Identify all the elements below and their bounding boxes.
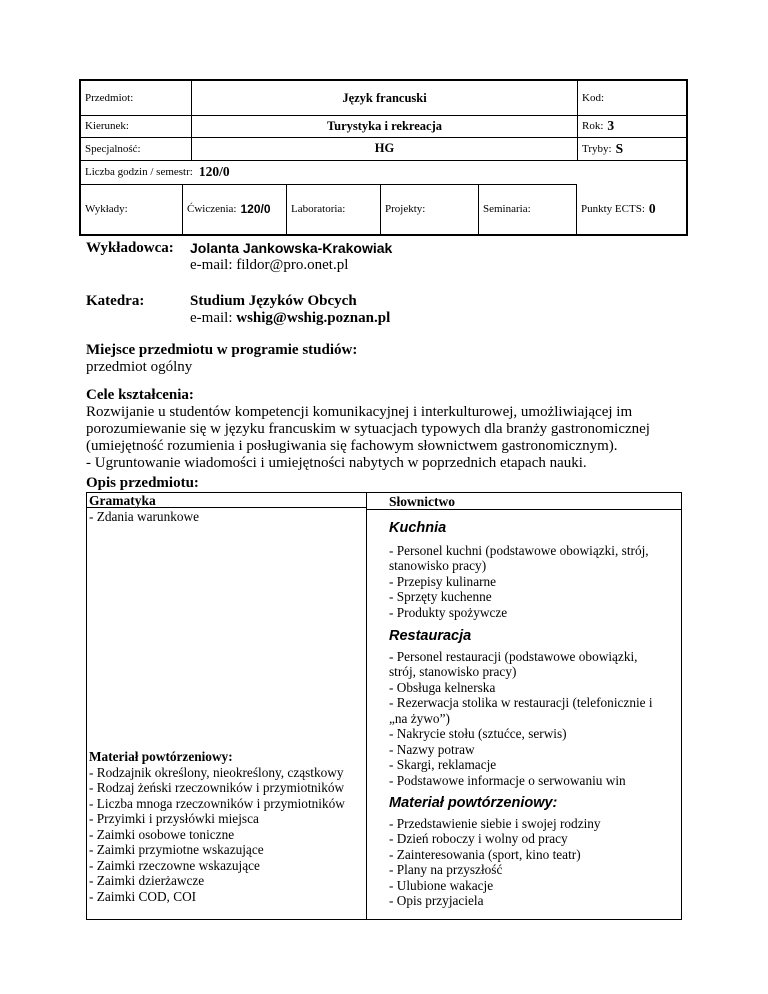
- list-item: - Rodzaj żeński rzeczowników i przymiotników: [89, 780, 345, 795]
- row-godziny: [81, 160, 576, 185]
- przedmiot-value: Język francuski: [192, 81, 578, 115]
- lecturer-block: [86, 240, 174, 257]
- lecturer-label: Wykładowca:: [86, 240, 174, 256]
- place-heading: Miejsce przedmiotu w programie studiów:: [86, 342, 358, 358]
- row-zajecia: [81, 184, 576, 234]
- restaurant-section: [389, 629, 679, 788]
- laboratoria-label: Laboratoria:: [287, 184, 381, 234]
- department-block: [86, 293, 144, 310]
- rok-label: Rok:: [582, 120, 604, 132]
- list-item: - Nakrycie stołu (sztućce, serwis): [389, 726, 567, 741]
- goals-line: (umiejętność rozumienia i posługiwania się fachowym słownictwem gastronomicznym).: [86, 438, 618, 454]
- list-item: - Produkty spożywcze: [389, 604, 508, 620]
- vocabulary-column: [368, 493, 658, 908]
- right-review-heading: Materiał powtórzeniowy:: [389, 795, 558, 811]
- list-item: - Przyimki i przysłówki miejsca: [89, 811, 259, 826]
- kierunek-value: Turystyka i rekreacja: [192, 115, 578, 137]
- godziny-cell: [81, 160, 578, 184]
- list-item: - Liczba mnoga rzeczowników i przymiotników: [89, 795, 345, 811]
- list-item: - Plany na przyszłość: [389, 862, 503, 877]
- cwiczenia-label: Ćwiczenia:: [187, 203, 237, 215]
- lecturer-details: [190, 240, 392, 274]
- tryby-cell: [578, 137, 688, 160]
- row-przedmiot: [81, 81, 686, 116]
- list-item: - Sprzęty kuchenne: [389, 589, 492, 604]
- department-email-label: e-mail:: [190, 310, 237, 326]
- column-divider: [366, 493, 367, 919]
- row-specjalnosc: [81, 137, 686, 161]
- description-heading: Opis przedmiotu:: [86, 475, 199, 491]
- list-item: - Rodzajnik określony, nieokreślony, cząstkowy: [89, 764, 344, 780]
- department-email-link[interactable]: wshig@wshig.poznan.pl: [236, 310, 391, 326]
- place-block: [86, 342, 357, 376]
- lecturer-email: e-mail: fildor@pro.onet.pl: [190, 257, 349, 273]
- list-item: strój, stanowisko pracy): [389, 664, 517, 679]
- specjalnosc-label: Specjalność:: [81, 137, 192, 160]
- seminaria-label: Seminaria:: [483, 203, 531, 215]
- ects-value: 0: [648, 201, 656, 216]
- list-item: - Skargi, reklamacje: [389, 757, 497, 772]
- grammar-header: Gramatyka: [89, 493, 156, 508]
- przedmiot-label: Przedmiot:: [81, 81, 192, 115]
- grammar-column: [89, 493, 364, 904]
- restaurant-list: [389, 649, 679, 789]
- kod-label: Kod:: [582, 92, 604, 104]
- list-item: - Obsługa kelnerska: [389, 679, 496, 695]
- course-info-table: [79, 79, 688, 236]
- department-label: Katedra:: [86, 293, 145, 309]
- list-item: - Nazwy potraw: [389, 741, 475, 757]
- tryby-value: S: [615, 140, 624, 156]
- goals-line: porozumiewanie się w języku francuskim w sytuacjach typowych dla branży gastronomicznej: [86, 421, 650, 437]
- godziny-label: Liczba godzin / semestr:: [85, 166, 193, 178]
- restaurant-heading: Restauracja: [389, 628, 472, 644]
- kitchen-list: [389, 543, 679, 621]
- list-item: - Przedstawienie siebie i swojej rodziny: [389, 815, 601, 831]
- department-name: Studium Języków Obcych: [190, 293, 357, 309]
- goals-line: Rozwijanie u studentów kompetencji komunikacyjnej i interkulturowej, umożliwiającej im: [86, 404, 633, 420]
- grammar-item: - Zdania warunkowe: [89, 508, 200, 524]
- lecturer-name: Jolanta Jankowska-Krakowiak: [190, 240, 393, 256]
- list-item: - Zaimki osobowe toniczne: [89, 826, 235, 842]
- department-email-line: [190, 310, 390, 327]
- rok-value: 3: [607, 118, 615, 133]
- left-review-block: [89, 749, 345, 904]
- list-item: „na żywo”): [389, 710, 450, 726]
- department-details: [190, 293, 390, 327]
- list-item: - Opis przyjaciela: [389, 893, 484, 908]
- left-review-list: [89, 765, 345, 905]
- kitchen-section: [389, 521, 679, 620]
- list-item: - Rezerwacja stolika w restauracji (telefonicznie i: [389, 695, 653, 710]
- list-item: - Zainteresowania (sport, kino teatr): [389, 846, 581, 862]
- specjalnosc-value: HG: [192, 137, 578, 160]
- ects-cell: [576, 184, 686, 234]
- list-item: - Przepisy kulinarne: [389, 573, 497, 589]
- list-item: stanowisko pracy): [389, 558, 487, 573]
- godziny-value: 120/0: [198, 164, 230, 179]
- goals-heading: Cele kształcenia:: [86, 387, 194, 403]
- list-item: - Zaimki dzierżawcze: [89, 873, 205, 888]
- list-item: - Zaimki przymiotne wskazujące: [89, 842, 264, 857]
- kierunek-label: Kierunek:: [81, 115, 192, 137]
- projekty-label: Projekty:: [381, 184, 479, 234]
- left-review-heading: Materiał powtórzeniowy:: [89, 749, 233, 764]
- list-item: - Zaimki rzeczowne wskazujące: [89, 857, 260, 873]
- rok-cell: [578, 115, 688, 137]
- tryby-label: Tryby:: [582, 142, 612, 155]
- vocab-header: Słownictwo: [389, 494, 456, 509]
- right-review-list: [389, 816, 679, 909]
- place-text: przedmiot ogólny: [86, 359, 193, 375]
- list-item: - Personel restauracji (podstawowe obowiązki,: [389, 648, 638, 664]
- goals-line: - Ugruntowanie wiadomości i umiejętności nabytych w poprzednich etapach nauki.: [86, 455, 587, 471]
- description-heading-block: [86, 475, 199, 492]
- list-item: - Personel kuchni (podstawowe obowiązki, strój,: [389, 542, 649, 558]
- kitchen-heading: Kuchnia: [389, 520, 447, 536]
- cwiczenia-value: 120/0: [240, 202, 271, 216]
- list-item: - Ulubione wakacje: [389, 877, 494, 893]
- description-table: [86, 492, 682, 920]
- row-kierunek: [81, 115, 686, 138]
- goals-block: [86, 387, 686, 472]
- cwiczenia-cell: [183, 184, 287, 234]
- list-item: - Dzień roboczy i wolny od pracy: [389, 831, 568, 846]
- list-item: - Zaimki COD, COI: [89, 888, 197, 904]
- right-review-section: [389, 796, 679, 909]
- list-item: - Podstawowe informacje o serwowaniu win: [389, 772, 626, 788]
- wyklady-label: Wykłady:: [81, 184, 183, 234]
- ects-label: Punkty ECTS:: [581, 203, 645, 215]
